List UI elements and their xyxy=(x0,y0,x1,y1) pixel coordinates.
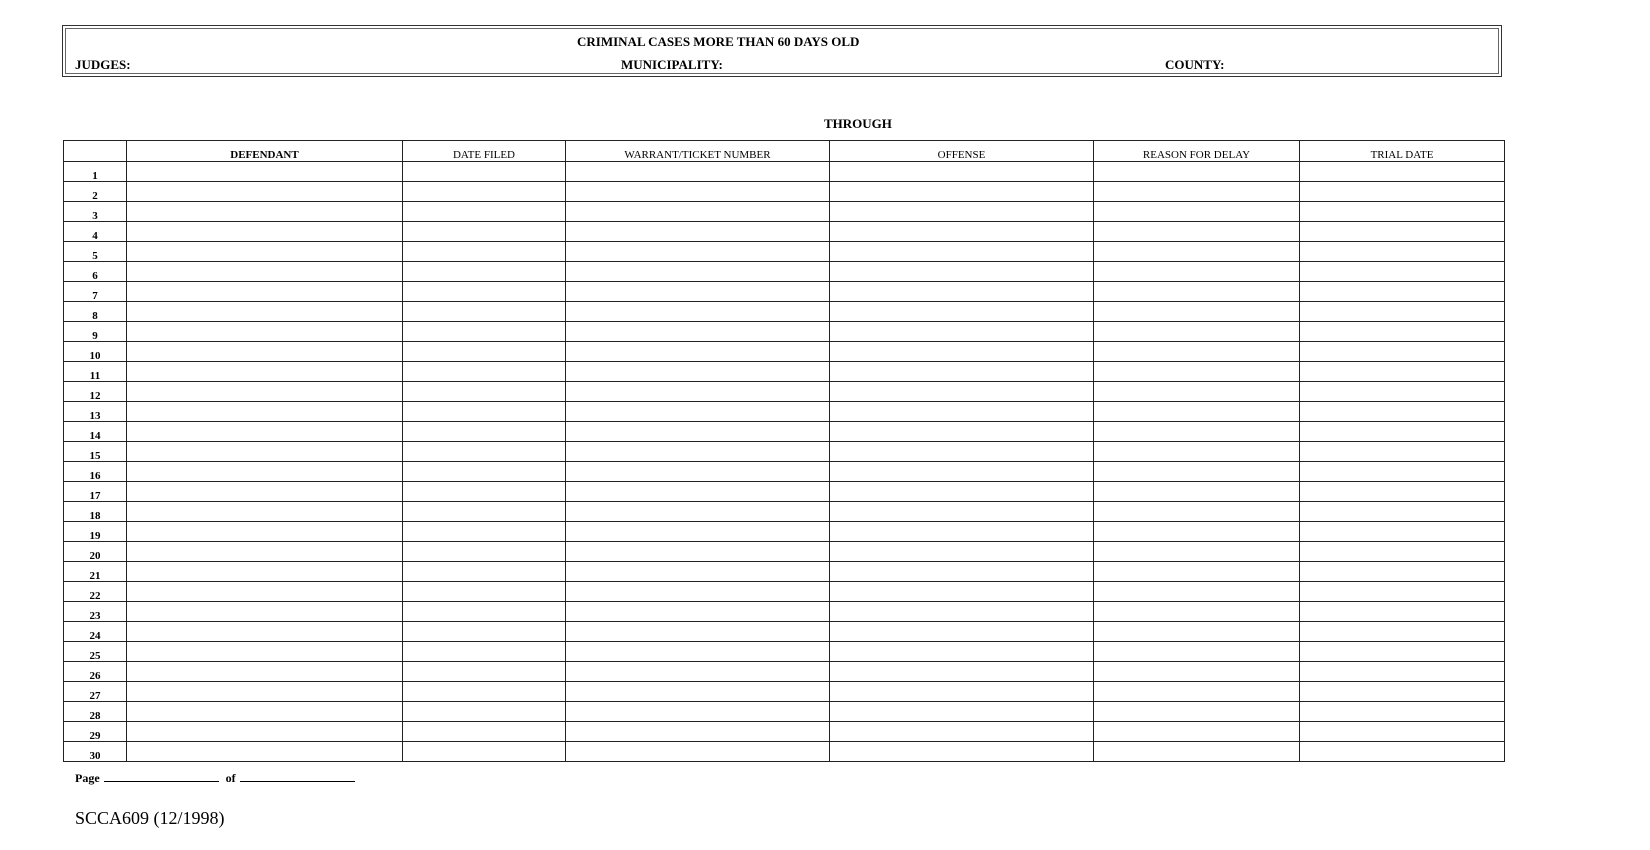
cell-reason[interactable] xyxy=(1094,322,1300,342)
cell-reason[interactable] xyxy=(1094,542,1300,562)
cell-reason[interactable] xyxy=(1094,642,1300,662)
table-row xyxy=(64,202,1505,222)
table-row xyxy=(64,342,1505,362)
cell-reason[interactable] xyxy=(1094,222,1300,242)
col-header-trial-date: TRIAL DATE xyxy=(1300,141,1505,162)
cell-date-filed[interactable] xyxy=(403,622,566,642)
cell-trial-date[interactable] xyxy=(1300,682,1505,702)
cell-defendant[interactable] xyxy=(127,242,403,262)
cell-warrant[interactable] xyxy=(566,562,830,582)
cell-offense[interactable] xyxy=(830,222,1094,242)
cell-offense[interactable] xyxy=(830,722,1094,742)
table-row xyxy=(64,382,1505,402)
row-number: 5 xyxy=(64,242,127,262)
row-number: 8 xyxy=(64,302,127,322)
row-number: 15 xyxy=(64,442,127,462)
cell-reason[interactable] xyxy=(1094,282,1300,302)
cell-reason[interactable] xyxy=(1094,302,1300,322)
row-number: 24 xyxy=(64,622,127,642)
cell-date-filed[interactable] xyxy=(403,602,566,622)
row-number: 27 xyxy=(64,682,127,702)
table-row xyxy=(64,222,1505,242)
cell-defendant[interactable] xyxy=(127,382,403,402)
cell-defendant[interactable] xyxy=(127,362,403,382)
cell-trial-date[interactable] xyxy=(1300,242,1505,262)
table-row xyxy=(64,702,1505,722)
cell-reason[interactable] xyxy=(1094,502,1300,522)
cell-date-filed[interactable] xyxy=(403,362,566,382)
cell-date-filed[interactable] xyxy=(403,422,566,442)
cell-warrant[interactable] xyxy=(566,162,830,182)
table-row xyxy=(64,582,1505,602)
cell-defendant[interactable] xyxy=(127,542,403,562)
cell-trial-date[interactable] xyxy=(1300,662,1505,682)
cell-trial-date[interactable] xyxy=(1300,642,1505,662)
of-label: of xyxy=(225,771,236,785)
cell-trial-date[interactable] xyxy=(1300,362,1505,382)
cell-reason[interactable] xyxy=(1094,602,1300,622)
cell-warrant[interactable] xyxy=(566,302,830,322)
cell-warrant[interactable] xyxy=(566,402,830,422)
cell-date-filed[interactable] xyxy=(403,442,566,462)
cell-date-filed[interactable] xyxy=(403,502,566,522)
cell-trial-date[interactable] xyxy=(1300,622,1505,642)
cell-warrant[interactable] xyxy=(566,182,830,202)
cell-defendant[interactable] xyxy=(127,302,403,322)
cell-date-filed[interactable] xyxy=(403,342,566,362)
page-label: Page xyxy=(75,771,100,785)
row-number: 6 xyxy=(64,262,127,282)
row-number: 9 xyxy=(64,322,127,342)
cell-date-filed[interactable] xyxy=(403,642,566,662)
cell-warrant[interactable] xyxy=(566,242,830,262)
cell-warrant[interactable] xyxy=(566,362,830,382)
row-number: 29 xyxy=(64,722,127,742)
row-number: 17 xyxy=(64,482,127,502)
cell-offense[interactable] xyxy=(830,562,1094,582)
cell-defendant[interactable] xyxy=(127,642,403,662)
row-number: 14 xyxy=(64,422,127,442)
cell-offense[interactable] xyxy=(830,462,1094,482)
col-header-date-filed: DATE FILED xyxy=(403,141,566,162)
cell-warrant[interactable] xyxy=(566,422,830,442)
col-header-warrant: WARRANT/TICKET NUMBER xyxy=(566,141,830,162)
cell-defendant[interactable] xyxy=(127,702,403,722)
cell-offense[interactable] xyxy=(830,242,1094,262)
cell-trial-date[interactable] xyxy=(1300,382,1505,402)
row-number: 2 xyxy=(64,182,127,202)
cell-offense[interactable] xyxy=(830,742,1094,762)
cell-date-filed[interactable] xyxy=(403,562,566,582)
cell-reason[interactable] xyxy=(1094,622,1300,642)
cell-warrant[interactable] xyxy=(566,342,830,362)
cell-defendant[interactable] xyxy=(127,662,403,682)
cell-offense[interactable] xyxy=(830,162,1094,182)
cell-warrant[interactable] xyxy=(566,322,830,342)
cell-date-filed[interactable] xyxy=(403,242,566,262)
table-row xyxy=(64,402,1505,422)
row-number: 18 xyxy=(64,502,127,522)
cell-trial-date[interactable] xyxy=(1300,742,1505,762)
cell-reason[interactable] xyxy=(1094,482,1300,502)
cases-table xyxy=(63,140,1505,762)
cell-offense[interactable] xyxy=(830,422,1094,442)
cell-defendant[interactable] xyxy=(127,182,403,202)
table-row xyxy=(64,162,1505,182)
cell-date-filed[interactable] xyxy=(403,322,566,342)
table-row xyxy=(64,362,1505,382)
col-header-reason: REASON FOR DELAY xyxy=(1094,141,1300,162)
header-box xyxy=(62,25,1502,77)
cell-reason[interactable] xyxy=(1094,522,1300,542)
cell-offense[interactable] xyxy=(830,482,1094,502)
table-row xyxy=(64,282,1505,302)
cell-defendant[interactable] xyxy=(127,522,403,542)
cell-offense[interactable] xyxy=(830,522,1094,542)
cell-defendant[interactable] xyxy=(127,322,403,342)
row-number: 12 xyxy=(64,382,127,402)
cell-offense[interactable] xyxy=(830,382,1094,402)
cell-trial-date[interactable] xyxy=(1300,202,1505,222)
cell-trial-date[interactable] xyxy=(1300,442,1505,462)
cell-date-filed[interactable] xyxy=(403,702,566,722)
cell-defendant[interactable] xyxy=(127,342,403,362)
table-row xyxy=(64,462,1505,482)
cell-trial-date[interactable] xyxy=(1300,502,1505,522)
cell-defendant[interactable] xyxy=(127,562,403,582)
row-number: 11 xyxy=(64,362,127,382)
row-number: 30 xyxy=(64,742,127,762)
cell-defendant[interactable] xyxy=(127,582,403,602)
cell-trial-date[interactable] xyxy=(1300,262,1505,282)
table-row xyxy=(64,602,1505,622)
table-row xyxy=(64,542,1505,562)
row-number: 20 xyxy=(64,542,127,562)
through-label: THROUGH xyxy=(824,116,892,131)
cell-date-filed[interactable] xyxy=(403,742,566,762)
cell-trial-date[interactable] xyxy=(1300,522,1505,542)
cell-offense[interactable] xyxy=(830,362,1094,382)
cell-trial-date[interactable] xyxy=(1300,282,1505,302)
cell-reason[interactable] xyxy=(1094,722,1300,742)
row-number: 26 xyxy=(64,662,127,682)
table-row xyxy=(64,322,1505,342)
cell-reason[interactable] xyxy=(1094,682,1300,702)
cell-reason[interactable] xyxy=(1094,402,1300,422)
cell-reason[interactable] xyxy=(1094,242,1300,262)
cell-reason[interactable] xyxy=(1094,422,1300,442)
cell-trial-date[interactable] xyxy=(1300,542,1505,562)
cell-warrant[interactable] xyxy=(566,522,830,542)
cell-defendant[interactable] xyxy=(127,722,403,742)
cell-reason[interactable] xyxy=(1094,382,1300,402)
col-header-number xyxy=(64,141,127,162)
cell-warrant[interactable] xyxy=(566,622,830,642)
cell-trial-date[interactable] xyxy=(1300,162,1505,182)
cell-warrant[interactable] xyxy=(566,282,830,302)
cell-offense[interactable] xyxy=(830,542,1094,562)
cell-defendant[interactable] xyxy=(127,742,403,762)
cell-reason[interactable] xyxy=(1094,162,1300,182)
cell-defendant[interactable] xyxy=(127,402,403,422)
cell-warrant[interactable] xyxy=(566,482,830,502)
cell-offense[interactable] xyxy=(830,342,1094,362)
table-header-row xyxy=(64,141,1505,162)
page-total-field[interactable] xyxy=(240,771,355,782)
cell-warrant[interactable] xyxy=(566,662,830,682)
cell-trial-date[interactable] xyxy=(1300,582,1505,602)
cell-warrant[interactable] xyxy=(566,462,830,482)
cell-date-filed[interactable] xyxy=(403,542,566,562)
table-row xyxy=(64,482,1505,502)
cell-date-filed[interactable] xyxy=(403,262,566,282)
cell-defendant[interactable] xyxy=(127,282,403,302)
cell-warrant[interactable] xyxy=(566,542,830,562)
table-row xyxy=(64,662,1505,682)
cell-offense[interactable] xyxy=(830,602,1094,622)
cell-reason[interactable] xyxy=(1094,662,1300,682)
cell-trial-date[interactable] xyxy=(1300,322,1505,342)
cell-offense[interactable] xyxy=(830,582,1094,602)
cell-date-filed[interactable] xyxy=(403,202,566,222)
cell-offense[interactable] xyxy=(830,682,1094,702)
cell-date-filed[interactable] xyxy=(403,482,566,502)
cell-date-filed[interactable] xyxy=(403,162,566,182)
cell-trial-date[interactable] xyxy=(1300,482,1505,502)
cell-date-filed[interactable] xyxy=(403,282,566,302)
cell-date-filed[interactable] xyxy=(403,662,566,682)
cell-offense[interactable] xyxy=(830,702,1094,722)
table-row xyxy=(64,442,1505,462)
cell-date-filed[interactable] xyxy=(403,402,566,422)
cell-warrant[interactable] xyxy=(566,442,830,462)
judges-label: JUDGES: xyxy=(75,57,131,72)
cell-date-filed[interactable] xyxy=(403,182,566,202)
row-number: 23 xyxy=(64,602,127,622)
cell-trial-date[interactable] xyxy=(1300,602,1505,622)
cell-defendant[interactable] xyxy=(127,162,403,182)
row-number: 3 xyxy=(64,202,127,222)
cell-warrant[interactable] xyxy=(566,222,830,242)
cell-offense[interactable] xyxy=(830,322,1094,342)
cell-reason[interactable] xyxy=(1094,462,1300,482)
row-number: 1 xyxy=(64,162,127,182)
table-row xyxy=(64,422,1505,442)
cell-trial-date[interactable] xyxy=(1300,182,1505,202)
row-number: 4 xyxy=(64,222,127,242)
table-row xyxy=(64,262,1505,282)
cell-reason[interactable] xyxy=(1094,702,1300,722)
table-row xyxy=(64,522,1505,542)
cell-trial-date[interactable] xyxy=(1300,562,1505,582)
cell-defendant[interactable] xyxy=(127,202,403,222)
table-row xyxy=(64,182,1505,202)
cell-date-filed[interactable] xyxy=(403,462,566,482)
cell-defendant[interactable] xyxy=(127,222,403,242)
cell-offense[interactable] xyxy=(830,662,1094,682)
cell-warrant[interactable] xyxy=(566,682,830,702)
cell-date-filed[interactable] xyxy=(403,582,566,602)
cell-reason[interactable] xyxy=(1094,442,1300,462)
cell-defendant[interactable] xyxy=(127,682,403,702)
cell-trial-date[interactable] xyxy=(1300,342,1505,362)
row-number: 16 xyxy=(64,462,127,482)
county-label: COUNTY: xyxy=(1165,57,1225,72)
cell-offense[interactable] xyxy=(830,182,1094,202)
cell-defendant[interactable] xyxy=(127,602,403,622)
cell-warrant[interactable] xyxy=(566,742,830,762)
cell-offense[interactable] xyxy=(830,302,1094,322)
cell-offense[interactable] xyxy=(830,622,1094,642)
cell-trial-date[interactable] xyxy=(1300,302,1505,322)
cell-warrant[interactable] xyxy=(566,642,830,662)
cell-date-filed[interactable] xyxy=(403,222,566,242)
cell-defendant[interactable] xyxy=(127,502,403,522)
cell-defendant[interactable] xyxy=(127,442,403,462)
cell-warrant[interactable] xyxy=(566,602,830,622)
cell-warrant[interactable] xyxy=(566,702,830,722)
cell-date-filed[interactable] xyxy=(403,382,566,402)
cell-reason[interactable] xyxy=(1094,362,1300,382)
cell-offense[interactable] xyxy=(830,262,1094,282)
cell-offense[interactable] xyxy=(830,442,1094,462)
row-number: 10 xyxy=(64,342,127,362)
cell-reason[interactable] xyxy=(1094,582,1300,602)
cell-date-filed[interactable] xyxy=(403,302,566,322)
page-footer xyxy=(75,771,359,786)
cell-offense[interactable] xyxy=(830,502,1094,522)
table-row xyxy=(64,502,1505,522)
col-header-defendant: DEFENDANT xyxy=(127,141,403,162)
table-row xyxy=(64,622,1505,642)
cell-warrant[interactable] xyxy=(566,262,830,282)
cell-date-filed[interactable] xyxy=(403,722,566,742)
table-row xyxy=(64,562,1505,582)
table-row xyxy=(64,302,1505,322)
row-number: 13 xyxy=(64,402,127,422)
cell-defendant[interactable] xyxy=(127,482,403,502)
table-row xyxy=(64,682,1505,702)
cell-warrant[interactable] xyxy=(566,202,830,222)
cell-defendant[interactable] xyxy=(127,622,403,642)
form-code: SCCA609 (12/1998) xyxy=(75,808,225,828)
cell-trial-date[interactable] xyxy=(1300,402,1505,422)
cell-reason[interactable] xyxy=(1094,562,1300,582)
page-number-field[interactable] xyxy=(104,771,219,782)
cell-trial-date[interactable] xyxy=(1300,722,1505,742)
cell-offense[interactable] xyxy=(830,282,1094,302)
cell-warrant[interactable] xyxy=(566,502,830,522)
cell-reason[interactable] xyxy=(1094,262,1300,282)
cell-date-filed[interactable] xyxy=(403,682,566,702)
cell-reason[interactable] xyxy=(1094,342,1300,362)
cell-offense[interactable] xyxy=(830,642,1094,662)
cell-trial-date[interactable] xyxy=(1300,422,1505,442)
municipality-label: MUNICIPALITY: xyxy=(621,57,723,72)
row-number: 28 xyxy=(64,702,127,722)
table-row xyxy=(64,722,1505,742)
col-header-offense: OFFENSE xyxy=(830,141,1094,162)
cell-date-filed[interactable] xyxy=(403,522,566,542)
cell-warrant[interactable] xyxy=(566,722,830,742)
row-number: 19 xyxy=(64,522,127,542)
cell-reason[interactable] xyxy=(1094,742,1300,762)
row-number: 25 xyxy=(64,642,127,662)
cell-trial-date[interactable] xyxy=(1300,702,1505,722)
cell-trial-date[interactable] xyxy=(1300,222,1505,242)
cell-trial-date[interactable] xyxy=(1300,462,1505,482)
cell-warrant[interactable] xyxy=(566,582,830,602)
table-row xyxy=(64,242,1505,262)
table-row xyxy=(64,642,1505,662)
row-number: 21 xyxy=(64,562,127,582)
cell-warrant[interactable] xyxy=(566,382,830,402)
cell-defendant[interactable] xyxy=(127,422,403,442)
form-title: CRIMINAL CASES MORE THAN 60 DAYS OLD xyxy=(577,34,860,49)
cell-offense[interactable] xyxy=(830,402,1094,422)
table-row xyxy=(64,742,1505,762)
cell-reason[interactable] xyxy=(1094,202,1300,222)
cell-offense[interactable] xyxy=(830,202,1094,222)
cell-reason[interactable] xyxy=(1094,182,1300,202)
cell-defendant[interactable] xyxy=(127,462,403,482)
row-number: 7 xyxy=(64,282,127,302)
cell-defendant[interactable] xyxy=(127,262,403,282)
row-number: 22 xyxy=(64,582,127,602)
